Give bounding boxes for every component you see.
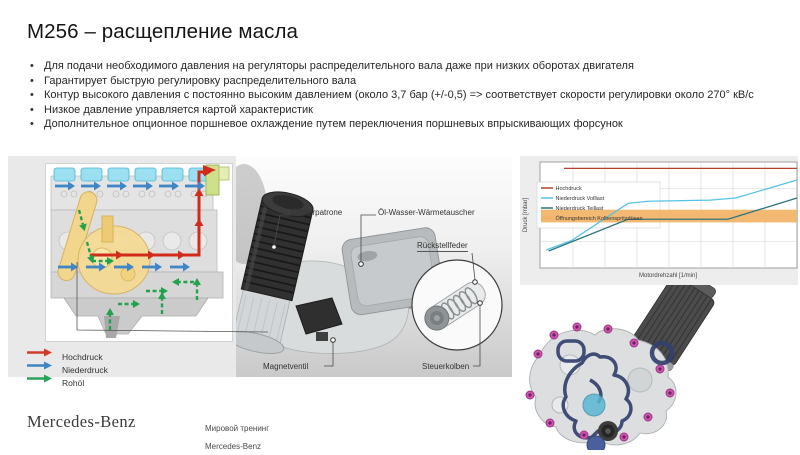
bullet-item: • Для подачи необходимого давления на регуляторы распределительного вала даже при низких оборотах двигателя [27, 59, 764, 74]
chart-legend-entry: Niederdruck Teillast [555, 206, 604, 212]
footer-training-line2: Mercedes-Benz [205, 442, 262, 451]
engine-flow-legend [26, 344, 176, 394]
engine-diagram-frame [45, 163, 233, 342]
legend-label: Rohöl [62, 378, 85, 388]
oil-pump-panel [520, 285, 800, 450]
chart-y-axis-label: Druck [mbar] [523, 197, 529, 233]
oil-module-panel [236, 156, 512, 377]
blue-arrow-icon [26, 357, 53, 366]
bullet-item: • Дополнительное опционное поршневое охлаждение путем переключения поршневых впрыскивающих форсунок [27, 117, 764, 132]
chart-legend-entry: Öffnungsbereich Kolbenspritzdüsen [555, 216, 643, 222]
bullet-item: • Низкое давление управляется картой характеристик [27, 103, 764, 118]
bullet-item: • Гарантирует быструю регулировку распределительного вала [27, 74, 764, 89]
oil-module-illustration-icon [236, 156, 512, 377]
pressure-chart [520, 156, 798, 285]
legend-label: Niederdruck [62, 365, 108, 375]
oil-pump-illustration-icon [520, 285, 800, 450]
label-solenoid-valve: Magnetventil [263, 362, 309, 371]
footer-training-line1: Мировой тренинг [205, 424, 270, 433]
green-arrow-icon [26, 370, 53, 379]
label-control-piston: Steuerkolben [422, 362, 470, 371]
brand-wordmark: Mercedes-Benz [27, 412, 136, 431]
label-heat-exchanger: Öl-Wasser-Wärmetauscher [378, 208, 475, 217]
bullet-item: • Контур высокого давления с постоянно высоким давлением (около 3,7 бар (+/-0,5) => соответствует скорости регулировки около 270° кВ/с [27, 88, 764, 103]
legend-label: Hochdruck [62, 352, 103, 362]
chart-legend-entry: Niederdruck Volllast [555, 196, 605, 202]
bullet-list [27, 59, 764, 132]
page-title: М256 – расщепление масла [27, 20, 299, 43]
red-arrow-icon [26, 344, 53, 353]
label-return-spring: Rückstellfeder [417, 241, 468, 250]
pressure-chart-panel [520, 156, 798, 285]
engine-oil-flow-diagram-icon [46, 164, 232, 341]
label-oil-filter: Ölfilterpatrone [292, 208, 343, 217]
chart-legend-entry: Hochdruck [555, 186, 582, 192]
chart-x-axis-label: Motordrehzahl [1/min] [638, 273, 698, 279]
